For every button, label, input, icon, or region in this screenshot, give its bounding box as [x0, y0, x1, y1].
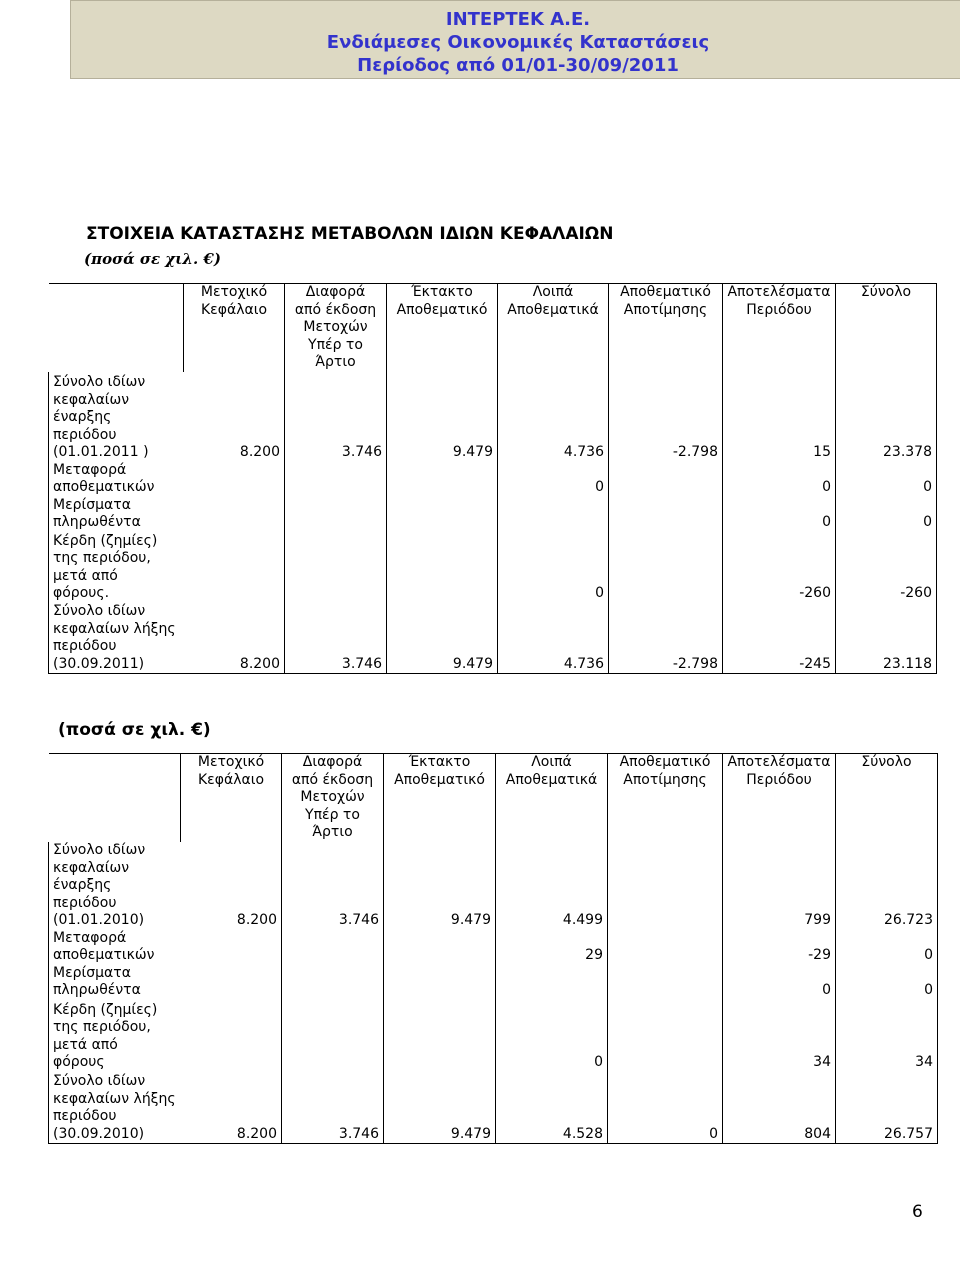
value-cell: [498, 497, 609, 532]
column-header: [723, 284, 836, 372]
text-line: Αποτίμησης: [623, 301, 708, 318]
value-cell: 799: [723, 842, 836, 930]
value-cell: 0: [836, 965, 938, 1000]
value-cell: 0: [498, 532, 609, 603]
value-cell: 4.528: [496, 1072, 608, 1144]
value-cell: 4.736: [498, 603, 609, 674]
document-header: [70, 0, 960, 79]
text-line: Σύνολο ιδίων: [53, 374, 146, 390]
text-line: Αποτελέσματα: [727, 754, 831, 770]
text-line: Άρτιο: [312, 824, 353, 840]
value-cell: [608, 930, 723, 965]
text-line: Σύνολο ιδίων: [53, 842, 146, 858]
text-line: Έκτακτο: [411, 284, 473, 300]
text-line: φόρους.: [53, 585, 110, 601]
text-line: Σύνολο: [861, 754, 912, 770]
text-line: Αποτελέσματα: [727, 284, 831, 300]
text-line: της περιόδου,: [53, 550, 151, 566]
value-cell: [282, 930, 384, 965]
row-label: [49, 603, 184, 674]
value-cell: 4.499: [496, 842, 608, 930]
column-header: [609, 284, 723, 372]
value-cell: 0: [723, 965, 836, 1000]
column-header: [608, 754, 723, 842]
value-cell: 9.479: [387, 603, 498, 674]
text-line: Άρτιο: [315, 354, 356, 370]
text-line: έναρξης: [53, 877, 112, 893]
value-cell: 26.723: [836, 842, 938, 930]
value-cell: [282, 1000, 384, 1072]
value-cell: [387, 497, 498, 532]
column-header: [387, 284, 498, 372]
column-header: [282, 754, 384, 842]
company-name: ΙΝΤΕΡΤΕΚ Α.Ε.: [445, 9, 591, 30]
text-line: Μετοχών: [303, 319, 368, 335]
text-line: Διαφορά: [305, 284, 366, 300]
text-line: Περιόδου: [746, 771, 812, 788]
text-line: κεφαλαίων λήξης: [53, 620, 176, 637]
text-line: αποθεματικών: [53, 479, 155, 495]
column-header: [384, 754, 496, 842]
text-line: περιόδου: [53, 638, 117, 654]
value-cell: -29: [723, 930, 836, 965]
text-line: Αποθεματικά: [505, 771, 598, 788]
value-cell: 0: [496, 1000, 608, 1072]
text-line: Περιόδου: [746, 301, 812, 318]
table-row: [49, 462, 937, 497]
text-line: Λοιπά: [531, 754, 572, 770]
table-row: [49, 1072, 938, 1144]
text-line: Κεφάλαιο: [200, 301, 268, 318]
table-row: [49, 497, 937, 532]
text-line: (30.09.2010): [53, 1125, 145, 1142]
text-line: περιόδου: [53, 1108, 117, 1124]
value-cell: [384, 1000, 496, 1072]
row-label: [49, 372, 184, 462]
page-number: 6: [912, 1202, 923, 1222]
text-line: κεφαλαίων: [53, 859, 130, 876]
text-line: Έκτακτο: [408, 754, 471, 770]
value-cell: 0: [836, 497, 937, 532]
value-cell: 804: [723, 1072, 836, 1144]
equity-changes-table-2010: [48, 753, 938, 1144]
units-note-2010: (ποσά σε χιλ. €): [58, 720, 211, 740]
text-line: Κεφάλαιο: [197, 771, 265, 788]
value-cell: 0: [836, 462, 937, 497]
row-label: [49, 930, 181, 965]
value-cell: -2.798: [609, 603, 723, 674]
value-cell: [496, 965, 608, 1000]
text-line: Μεταφορά: [53, 461, 127, 478]
value-cell: 8.200: [184, 603, 285, 674]
value-cell: [387, 462, 498, 497]
value-cell: [184, 532, 285, 603]
value-cell: 3.746: [282, 1072, 384, 1144]
header-row: [49, 284, 937, 372]
text-line: από έκδοση: [291, 771, 374, 788]
text-line: Μετοχικό: [200, 284, 268, 300]
text-line: Διαφορά: [302, 754, 363, 770]
value-cell: [181, 1000, 282, 1072]
text-line: Μερίσματα: [53, 496, 131, 513]
table-row: [49, 603, 937, 674]
column-header: [184, 284, 285, 372]
value-cell: -2.798: [609, 372, 723, 462]
value-cell: 3.746: [285, 372, 387, 462]
column-header: [836, 284, 937, 372]
text-line: Αποθεματικά: [507, 301, 599, 318]
text-line: έναρξης: [53, 409, 112, 425]
text-line: Μεταφορά: [53, 929, 127, 946]
text-line: Αποθεματικό: [396, 301, 488, 318]
value-cell: [608, 965, 723, 1000]
text-line: Αποθεματικό: [620, 284, 711, 300]
header-corner: [49, 284, 184, 372]
text-line: Αποθεματικό: [619, 754, 711, 770]
value-cell: [384, 965, 496, 1000]
value-cell: 9.479: [387, 372, 498, 462]
row-label: [49, 462, 184, 497]
value-cell: 34: [836, 1000, 938, 1072]
value-cell: 0: [498, 462, 609, 497]
text-line: (01.01.2011 ): [53, 444, 149, 460]
column-header: [496, 754, 608, 842]
value-cell: 0: [723, 497, 836, 532]
value-cell: 9.479: [384, 1072, 496, 1144]
statement-period: Περίοδος από 01/01-30/09/2011: [357, 55, 679, 76]
row-label: [49, 842, 181, 930]
value-cell: [181, 930, 282, 965]
section-title: ΣΤΟΙΧΕΙΑ ΚΑΤΑΣΤΑΣΗΣ ΜΕΤΑΒΟΛΩΝ ΙΔΙΩΝ ΚΕΦΑΛΑΙΩΝ: [86, 224, 614, 244]
row-label: [49, 1072, 181, 1144]
column-header: [498, 284, 609, 372]
table-row: [49, 372, 937, 462]
text-line: πληρωθέντα: [53, 514, 141, 530]
value-cell: [609, 497, 723, 532]
value-cell: 8.200: [236, 912, 277, 928]
value-cell: 26.757: [836, 1072, 938, 1144]
text-line: Λοιπά: [532, 284, 574, 300]
value-cell: 8.200: [239, 444, 280, 460]
header-corner: [49, 754, 181, 842]
value-cell: [609, 532, 723, 603]
value-cell: 9.479: [384, 842, 496, 930]
text-line: Αποθεματικό: [394, 771, 485, 788]
value-cell: [184, 497, 285, 532]
table-row: [49, 965, 938, 1000]
text-line: κεφαλαίων: [53, 391, 130, 408]
value-cell: -260: [723, 532, 836, 603]
header-row: [49, 754, 938, 842]
column-header: [285, 284, 387, 372]
text-line: της περιόδου,: [53, 1019, 151, 1035]
text-line: κεφαλαίων λήξης: [53, 1090, 176, 1107]
row-label: [49, 965, 181, 1000]
text-line: Μετοχικό: [197, 754, 265, 770]
text-line: Κέρδη (ζημίες): [53, 532, 158, 549]
column-header: [181, 754, 282, 842]
text-line: αποθεματικών: [53, 947, 155, 963]
text-line: περιόδου: [53, 426, 117, 443]
text-line: (30.09.2011): [53, 655, 145, 672]
text-line: μετά από: [53, 1036, 118, 1053]
text-line: φόρους: [53, 1054, 105, 1070]
value-cell: 34: [723, 1000, 836, 1072]
value-cell: [285, 497, 387, 532]
value-cell: 23.378: [836, 372, 937, 462]
value-cell: [384, 930, 496, 965]
text-line: Υπέρ το: [308, 336, 363, 353]
value-cell: 23.118: [836, 603, 937, 674]
text-line: πληρωθέντα: [53, 982, 141, 998]
value-cell: 0: [608, 1072, 723, 1144]
value-cell: [285, 532, 387, 603]
value-cell: 15: [723, 372, 836, 462]
text-line: Μερίσματα: [53, 964, 131, 981]
value-cell: [608, 842, 723, 930]
value-cell: [387, 532, 498, 603]
value-cell: [285, 462, 387, 497]
text-line: Μετοχών: [300, 789, 365, 805]
value-cell: 0: [836, 930, 938, 965]
text-line: Αποτίμησης: [623, 771, 707, 788]
value-cell: [181, 965, 282, 1000]
text-line: Υπέρ το: [305, 806, 360, 823]
table-row: [49, 532, 937, 603]
text-line: περιόδου: [53, 894, 117, 911]
text-line: από έκδοση: [294, 301, 377, 318]
text-line: Σύνολο ιδίων: [53, 1073, 146, 1089]
text-line: Σύνολο ιδίων: [53, 603, 146, 619]
value-cell: 3.746: [282, 842, 384, 930]
column-header: [723, 754, 836, 842]
value-cell: [608, 1000, 723, 1072]
value-cell: 29: [496, 930, 608, 965]
units-note-2011: (ποσά σε χιλ. €): [84, 250, 221, 268]
row-label: [49, 1000, 181, 1072]
table-row: [49, 1000, 938, 1072]
value-cell: 3.746: [285, 603, 387, 674]
value-cell: 8.200: [181, 1072, 282, 1144]
value-cell: [184, 462, 285, 497]
value-cell: 0: [723, 462, 836, 497]
column-header: [836, 754, 938, 842]
value-cell: [282, 965, 384, 1000]
value-cell: 4.736: [498, 372, 609, 462]
table-row: [49, 842, 938, 930]
value-cell: [609, 462, 723, 497]
text-line: μετά από: [53, 567, 118, 584]
equity-changes-table-2011: [48, 283, 937, 674]
statement-title: Ενδιάμεσες Οικονομικές Καταστάσεις: [326, 32, 710, 53]
text-line: Κέρδη (ζημίες): [53, 1001, 158, 1018]
row-label: [49, 497, 184, 532]
row-label: [49, 532, 184, 603]
table-row: [49, 930, 938, 965]
text-line: Σύνολο: [860, 284, 912, 300]
value-cell: -260: [836, 532, 937, 603]
value-cell: -245: [723, 603, 836, 674]
text-line: (01.01.2010): [53, 912, 145, 928]
